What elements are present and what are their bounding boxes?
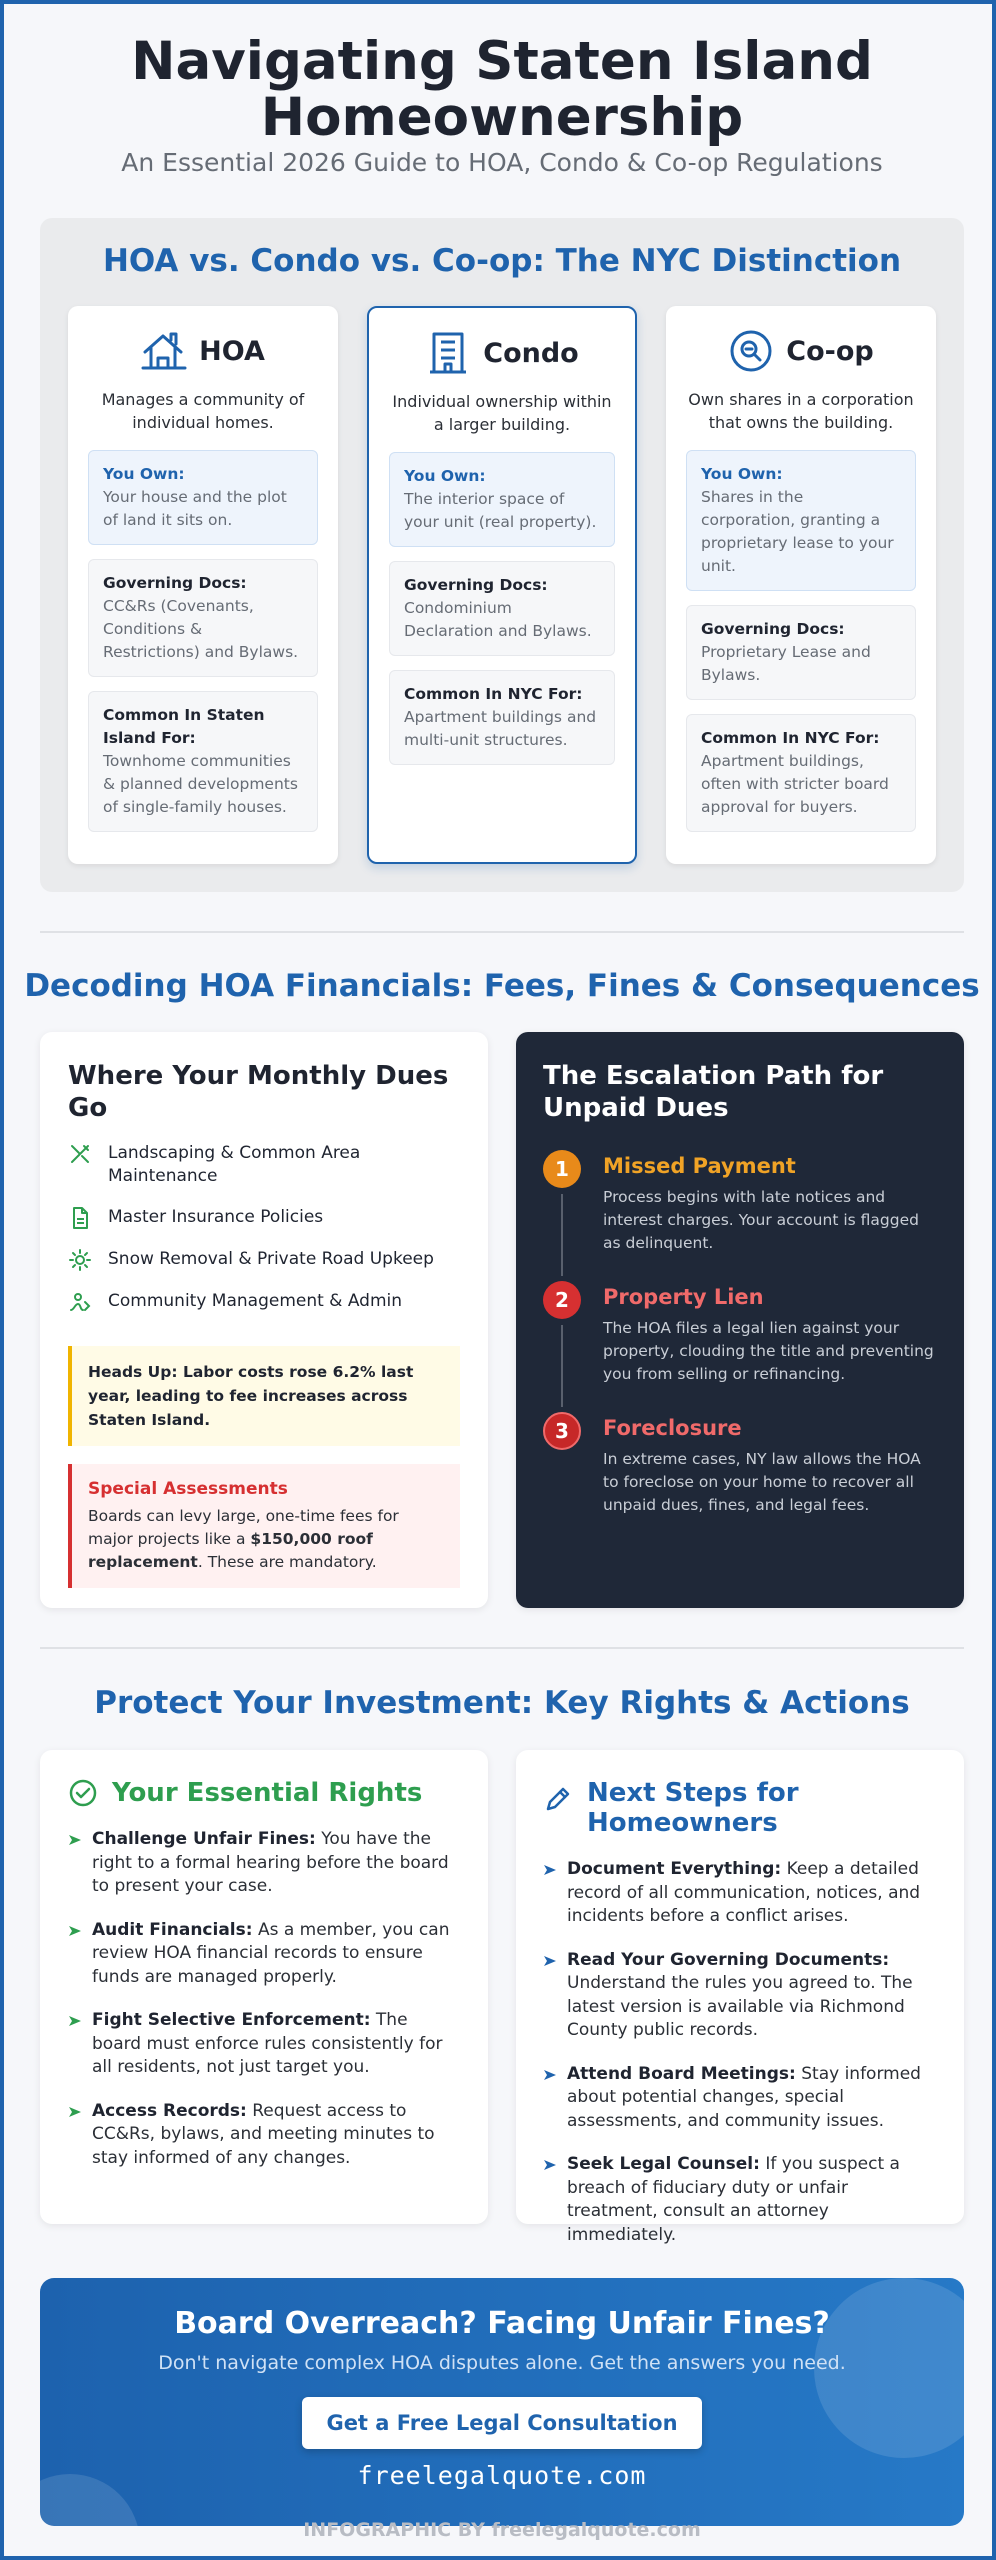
coop-common-in: Common In NYC For: Apartment buildings, often with stricter board approval for buyers.	[686, 714, 916, 832]
step-text: Process begins with late notices and interest charges. Your account is flagged as delinquent.	[603, 1188, 919, 1252]
dues-item: Master Insurance Policies	[68, 1206, 460, 1230]
building-icon	[425, 330, 471, 376]
dues-card	[40, 1032, 488, 1608]
escalation-step	[543, 1412, 937, 1517]
condo-you-own: You Own: The interior space of your unit (real property).	[389, 452, 615, 547]
escalation-step	[543, 1150, 937, 1255]
cta-subtitle: Don't navigate complex HOA disputes alone. Get the answers you need.	[158, 2352, 846, 2374]
arrow-icon	[68, 2014, 82, 2028]
escalation-step	[543, 1281, 937, 1386]
footer-credit: INFOGRAPHIC BY freelegalquote.com	[303, 2519, 701, 2541]
pencil-icon	[543, 1784, 573, 1814]
section-divider	[40, 1647, 964, 1649]
coop-governing-docs: Governing Docs: Proprietary Lease and Bylaws.	[686, 605, 916, 700]
next-steps-title: Next Steps for Homeowners	[543, 1778, 937, 1838]
hoa-governing-docs: Governing Docs: CC&Rs (Covenants, Conditions & Restrictions) and Bylaws.	[88, 559, 318, 677]
next-step-item: Seek Legal Counsel: If you suspect a breach of fiduciary duty or unfair treatment, consult an attorney immediately.	[543, 2153, 937, 2247]
coop-description: Own shares in a corporation that owns the building.	[688, 390, 914, 432]
right-item: Challenge Unfair Fines: You have the right to a formal hearing before the board to present your case.	[68, 1828, 460, 1899]
hoa-name: HOA	[199, 335, 265, 367]
dues-title: Where Your Monthly Dues Go	[68, 1061, 449, 1123]
comparison-title: HOA vs. Condo vs. Co-op: The NYC Distinction	[102, 243, 902, 279]
cta-title: Board Overreach? Facing Unfair Fines?	[174, 2306, 830, 2341]
condo-description: Individual ownership within a larger building.	[392, 392, 612, 434]
step-title: Missed Payment	[603, 1154, 796, 1178]
condo-name: Condo	[483, 337, 579, 369]
house-community-icon	[141, 328, 187, 374]
landscaping-tools-icon	[68, 1142, 92, 1166]
next-step-item: Document Everything: Keep a detailed record of all communication, notices, and incidents before a conflict arises.	[543, 1858, 937, 1929]
section-divider	[40, 931, 964, 933]
condo-common-in: Common In NYC For: Apartment buildings and multi-unit structures.	[389, 670, 615, 765]
rights-card	[40, 1750, 488, 2224]
hoa-card	[68, 306, 338, 864]
arrow-icon	[543, 1863, 557, 1877]
right-item: Fight Selective Enforcement: The board must enforce rules consistently for all residents, not just target you.	[68, 2009, 460, 2080]
management-icon	[68, 1290, 92, 1314]
protect-title: Protect Your Investment: Key Rights & Actions	[94, 1685, 910, 1721]
step-title: Foreclosure	[603, 1416, 742, 1440]
coop-card	[666, 306, 936, 864]
right-item: Audit Financials: As a member, you can review HOA financial records to ensure funds are managed properly.	[68, 1919, 460, 1990]
dues-item: Snow Removal & Private Road Upkeep	[68, 1248, 460, 1272]
page-title: Navigating Staten Island Homeownership	[131, 31, 873, 148]
snowflake-icon	[68, 1248, 92, 1272]
arrow-icon	[68, 1833, 82, 1847]
check-circle-icon	[68, 1778, 98, 1808]
coop-name: Co-op	[786, 335, 874, 367]
coop-you-own: You Own: Shares in the corporation, granting a proprietary lease to your unit.	[686, 450, 916, 591]
dues-item: Community Management & Admin	[68, 1290, 460, 1314]
escalation-title: The Escalation Path for Unpaid Dues	[543, 1061, 884, 1123]
arrow-icon	[543, 1954, 557, 1968]
hoa-you-own: You Own: Your house and the plot of land it sits on.	[88, 450, 318, 545]
next-steps-card	[516, 1750, 964, 2245]
page-subtitle: An Essential 2026 Guide to HOA, Condo & Co-op Regulations	[121, 148, 883, 177]
next-step-item: Read Your Governing Documents: Understand the rules you agreed to. The latest version is available via Richmond County public records.	[543, 1949, 937, 2043]
arrow-icon	[68, 2105, 82, 2119]
escalation-card	[516, 1032, 964, 1608]
arrow-icon	[543, 2068, 557, 2082]
step-number: 1	[543, 1150, 581, 1188]
next-step-item: Attend Board Meetings: Stay informed about potential changes, special assessments, and community issues.	[543, 2063, 937, 2134]
arrow-icon	[543, 2158, 557, 2172]
condo-governing-docs: Governing Docs: Condominium Declaration and Bylaws.	[389, 561, 615, 656]
hoa-description: Manages a community of individual homes.	[101, 390, 305, 432]
financials-title: Decoding HOA Financials: Fees, Fines & Consequences	[24, 968, 980, 1004]
special-assessments-alert: Special Assessments Boards can levy large, one-time fees for major projects like a $150,000 roof replacement. These are mandatory.	[68, 1464, 460, 1588]
arrow-icon	[68, 1924, 82, 1938]
hoa-common-in: Common In Staten Island For: Townhome communities & planned developments of single-family houses.	[88, 691, 318, 832]
step-text: The HOA files a legal lien against your property, clouding the title and preventing you from selling or refinancing.	[603, 1319, 934, 1383]
dues-item: Landscaping & Common Area Maintenance	[68, 1142, 460, 1188]
step-title: Property Lien	[603, 1285, 764, 1309]
step-text: In extreme cases, NY law allows the HOA to foreclose on your home to recover all unpaid dues, fines, and legal fees.	[603, 1450, 921, 1514]
cta-banner	[40, 2278, 964, 2526]
right-item: Access Records: Request access to CC&Rs, bylaws, and meeting minutes to stay informed of any changes.	[68, 2100, 460, 2171]
step-number: 2	[543, 1281, 581, 1319]
step-number: 3	[543, 1412, 581, 1450]
condo-card	[367, 306, 637, 864]
consultation-button[interactable]: Get a Free Legal Consultation	[302, 2397, 702, 2449]
document-icon	[68, 1206, 92, 1230]
rights-title: Your Essential Rights	[68, 1778, 460, 1808]
heads-up-alert: Heads Up: Labor costs rose 6.2% last year, leading to fee increases across Staten Island.	[68, 1346, 460, 1446]
cta-url-link[interactable]: freelegalquote.com	[357, 2461, 647, 2490]
shares-icon	[728, 328, 774, 374]
comparison-section	[40, 218, 964, 892]
